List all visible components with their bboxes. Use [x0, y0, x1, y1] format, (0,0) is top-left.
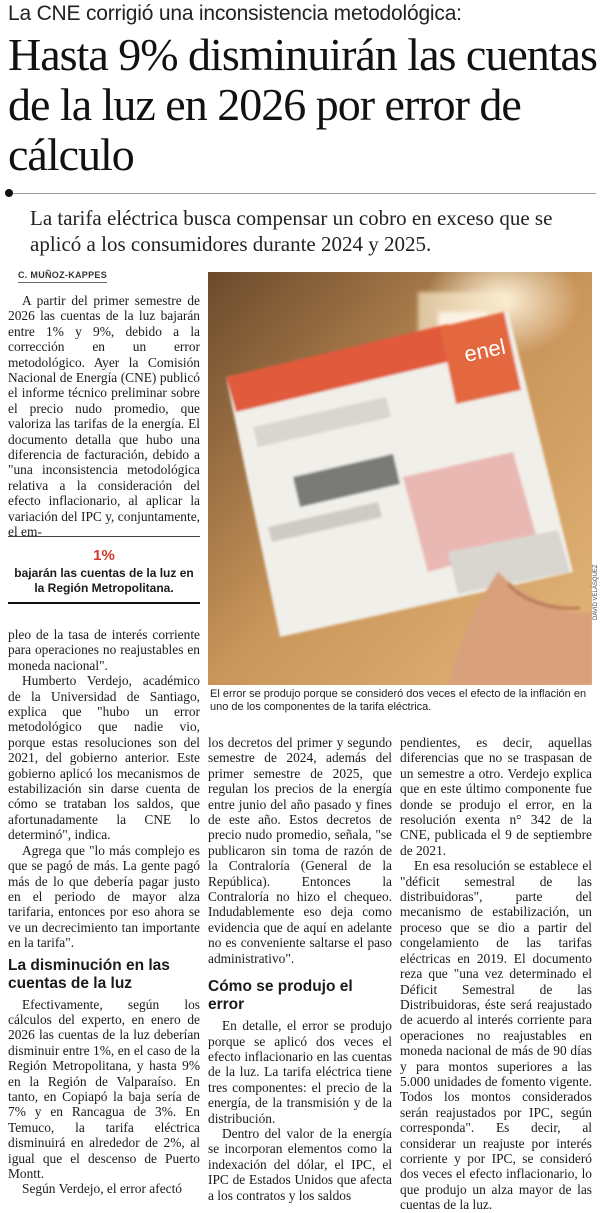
paragraph: En detalle, el error se produjo porque se aplicó dos veces el efecto inflacionario en las cuentas de la luz. La tarifa eléctrica tiene tres componentes: el precio de la energía, de la transmisión y de la distribución.	[208, 1018, 392, 1126]
paragraph: Dentro del valor de la energía se incorporan elementos como la indexación del dólar, el IPC, el IPC de Estados Unidos que afecta a los contratos y los saldos	[208, 1125, 392, 1203]
photo-caption: El error se produjo porque se consideró dos veces el efecto de la inflación en uno de los componentes de la tarifa eléctrica.	[210, 688, 587, 713]
paragraph: En esa resolución se establece el "déficit semestral de las distribuidoras", parte del mecanismo de estabilización, un proceso que se dio a partir del congelamiento de las tarifas eléctricas en 2019. El documento reza que "una vez determinado el Déficit Semestral de las Distribuidoras, éste será reajustado de acuerdo al interés corriente para operaciones no reajustables en moneda nacional de más de 90 días y para montos superiores a las 5.000 unidades de fomento vigente. Todos los montos considerados serán reajustados por IPC, según corresponda". Es decir, al considerar un reajuste por interés corriente y por IPC, se consideró dos veces el efecto inflacionario, lo que produjo un alza mayor de las cuentas de la luz.	[400, 858, 592, 1213]
subhead-disminucion: La disminución en las cuentas de la luz	[8, 956, 170, 992]
paragraph: Humberto Verdejo, académico de la Universidad de Santiago, explica que "hubo un error metodológico que nadie vio, porque estas resoluciones son del 2021, del gobierno anterior. Este gobierno aplicó los mecanismos de estabilización sin darse cuenta de cómo se trataban los saldos, que afortunadamente la CNE lo determinó", indica.	[8, 673, 200, 843]
photo-electricity-bill	[208, 272, 592, 685]
deck-rule	[8, 193, 596, 194]
column-1-top	[8, 293, 200, 540]
deck: La tarifa eléctrica busca compensar un cobro en exceso que se aplicó a los consumidores durante 2024 y 2025.	[30, 206, 553, 256]
bullet-icon	[5, 189, 13, 197]
bill-logo: enel	[461, 333, 508, 367]
photo-credit: DAVID VELÁSQUEZ	[593, 564, 599, 620]
pull-quote-text: bajarán las cuentas de la luz en la Región Metropolitana.	[14, 566, 194, 595]
paragraph: los decretos del primer y segundo semestre de 2024, además del primer semestre de 2025, que regulan los precios de la energía entre junio del año pasado y fines de este año. Estos decretos de precio nudo promedio, señala, "se publicaron sin toma de razón de la Contraloría (General de la República). Entonces la Contraloría no hizo el chequeo. Indudablemente eso deja como evidencia que de aquí en adelante no es conveniente saltarse el paso administrativo".	[208, 735, 392, 966]
paragraph: pendientes, es decir, aquellas diferencias que no se traspasan de un semestre a otro. Verdejo explica que en este último componente fue donde se produjo el error, en la resolución exenta n° 342 de la CNE, publicada el 9 de septiembre de 2021.	[400, 735, 592, 858]
column-1-bottom	[8, 627, 200, 1197]
pull-quote-number: 1%	[93, 547, 115, 564]
paragraph: Según Verdejo, el error afectó	[22, 1181, 182, 1197]
paragraph: Agrega que "lo más complejo es que se pagó de más. La gente pagó más de lo que debería pagar justo en el periodo de mayor alza tarifaria, entonces por eso ahora se ve un decrecimiento tan importante en la tarifa".	[8, 842, 200, 951]
pull-quote	[8, 536, 200, 604]
paragraph: A partir del primer semestre de 2026 las cuentas de la luz bajarán entre 1% y 9%, debido a la corrección en un error metodológico. Ayer la Comisión Nacional de Energía (CNE) publicó el informe técnico preliminar sobre el precio nudo promedio, que valoriza las tarifas de la energía. El documento detalla que hubo una diferencia de facturación, debido a "una inconsistencia metodológica relativa a la consideración del efecto inflacionario, al aplicar la variación del IPC y, conjuntamente, el em-	[8, 293, 200, 540]
byline: C. MUÑOZ-KAPPES	[18, 270, 107, 283]
headline: Hasta 9% disminuirán las cuentas de la luz en 2026 por error de cálculo	[8, 29, 597, 180]
paragraph: Efectivamente, según los cálculos del experto, en enero de 2026 las cuentas de la luz deberían disminuir entre 1%, en el caso de la Región Metropolitana, y hasta 9% en la Región de Valparaíso. En tanto, en Copiapó la baja sería de 7% y en Rancagua de 3%. En Temuco, la tarifa eléctrica disminuirá en alrededor de 2%, al igual que el descenso de Puerto Montt.	[8, 996, 200, 1181]
paragraph: pleo de la tasa de interés corriente para operaciones no reajustables en moneda nacional".	[8, 627, 200, 673]
column-3	[400, 735, 592, 1213]
column-2	[208, 735, 392, 1203]
subhead-como-se-produjo: Cómo se produjo el error	[208, 978, 353, 1014]
kicker: La CNE corrigió una inconsistencia metodológica:	[8, 2, 462, 25]
